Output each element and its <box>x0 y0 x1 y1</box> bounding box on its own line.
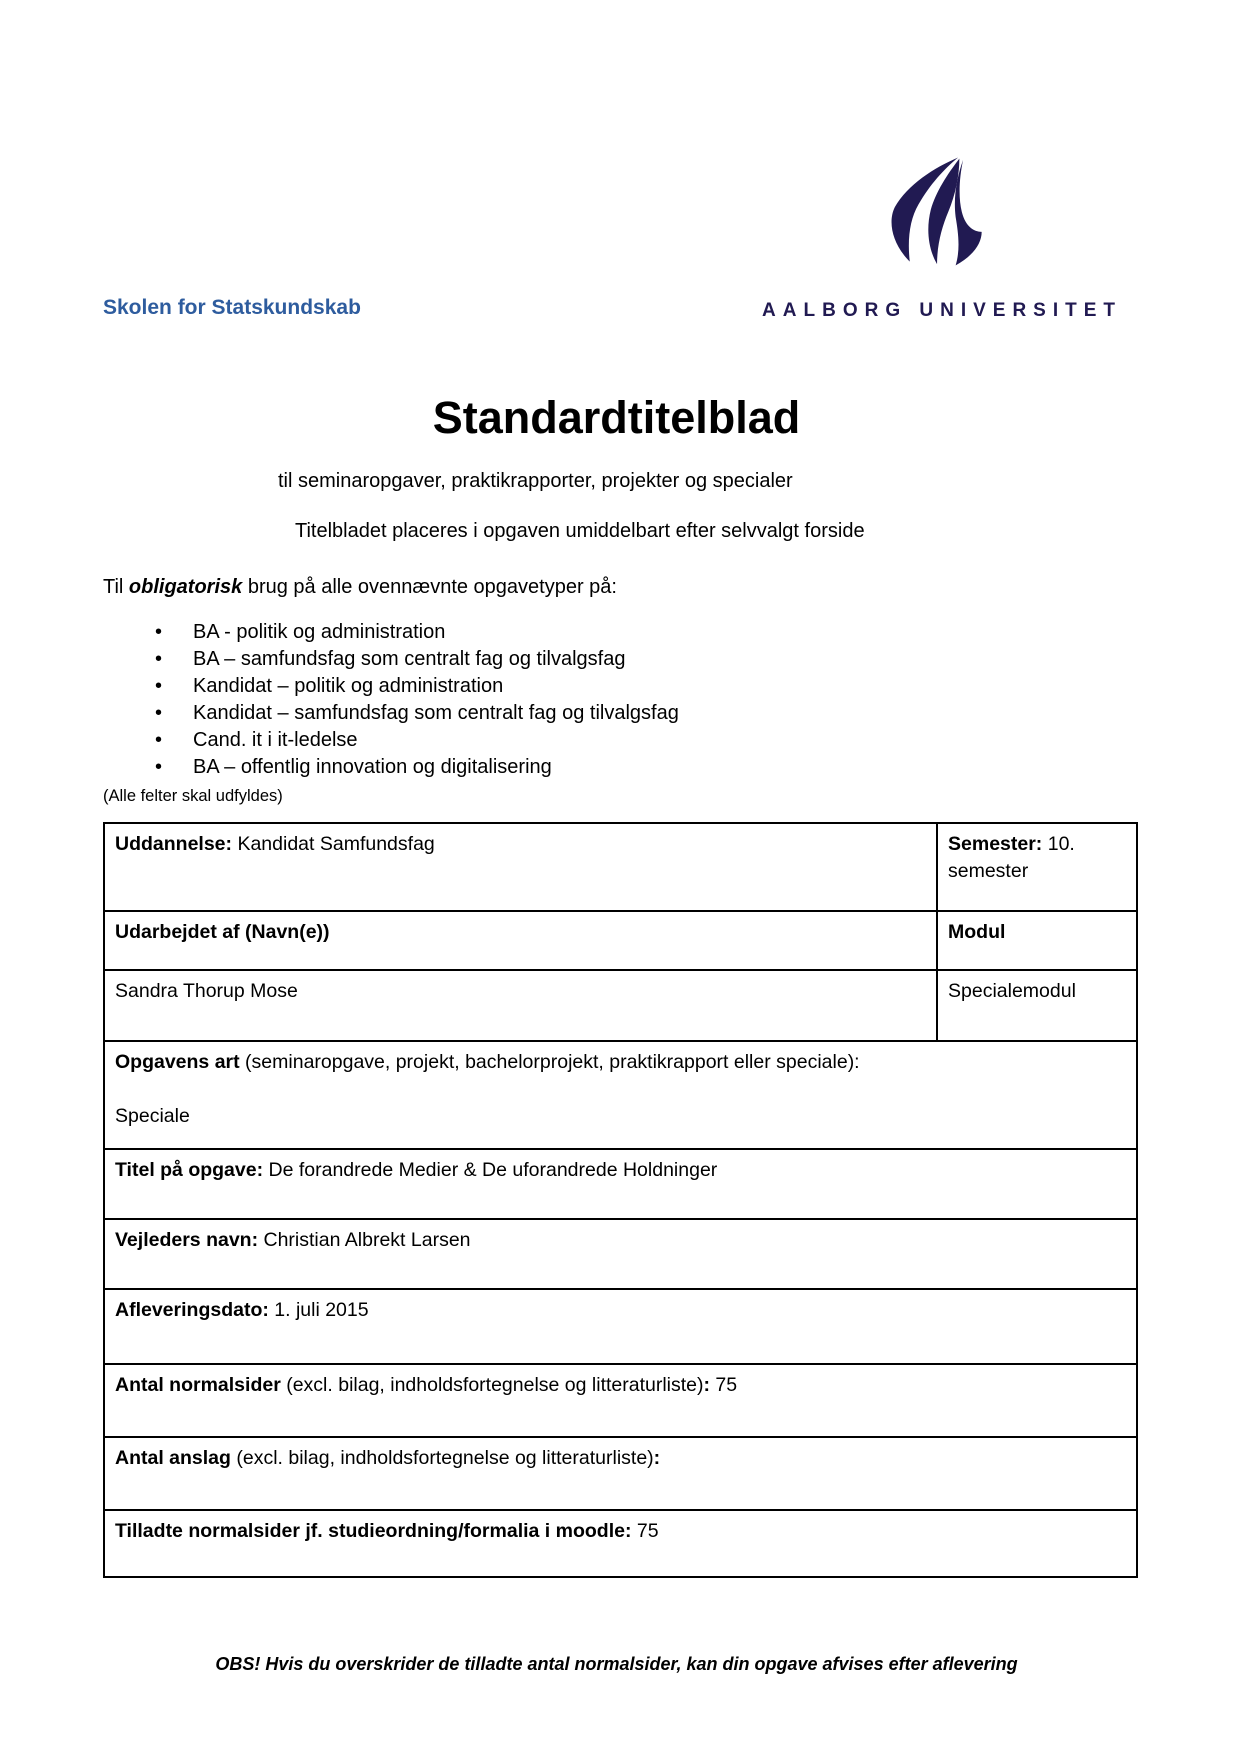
bullet-text: BA – samfundsfag som centralt fag og tilvalgsfag <box>193 647 626 670</box>
cell-titel: Titel på opgave: De forandrede Medier & De uforandrede Holdninger <box>104 1149 1137 1219</box>
cell-semester: Semester: 10. semester <box>937 823 1137 911</box>
subtitle-line-1: til seminaropgaver, praktikrapporter, projekter og specialer <box>278 469 793 492</box>
intro-line <box>103 576 1130 599</box>
cell-udarbejdet-af: Udarbejdet af (Navn(e)) <box>104 911 937 970</box>
bullet-text: Cand. it i it-ledelse <box>193 728 358 751</box>
table-row <box>104 1041 1137 1149</box>
cell-afleveringsdato: Afleveringsdato: 1. juli 2015 <box>104 1289 1137 1364</box>
table-row <box>104 1149 1137 1219</box>
table-row <box>104 1437 1137 1510</box>
page-header <box>103 150 1130 322</box>
cell-modul: Modul <box>937 911 1137 970</box>
school-name: Skolen for Statskundskab <box>103 296 361 319</box>
footer-warning: OBS! Hvis du overskrider de tilladte antal normalsider, kan din opgave afvises efter aflevering <box>215 1653 1018 1674</box>
programme-bullet-list <box>103 619 1130 781</box>
bullet-text: BA – offentlig innovation og digitalisering <box>193 755 552 778</box>
opgavens-art-value: Speciale <box>115 1104 190 1127</box>
title-page-table <box>103 822 1138 1578</box>
bullet-text: BA - politik og administration <box>193 620 446 643</box>
list-item <box>155 754 1130 781</box>
table-row <box>104 823 1137 911</box>
list-item <box>155 700 1130 727</box>
table-row <box>104 911 1137 970</box>
list-item <box>155 619 1130 646</box>
cell-uddannelse: Uddannelse: Kandidat Samfundsfag <box>104 823 937 911</box>
aau-logo-icon <box>867 150 1017 300</box>
cell-modul-value: Specialemodul <box>937 970 1137 1041</box>
university-brand <box>762 150 1122 322</box>
fields-note: (Alle felter skal udfyldes) <box>103 786 283 805</box>
cell-antal-normalsider: Antal normalsider (excl. bilag, indholdsfortegnelse og litteraturliste): 75 <box>104 1364 1137 1437</box>
cell-author: Sandra Thorup Mose <box>104 970 937 1041</box>
table-row <box>104 1289 1137 1364</box>
table-row <box>104 1219 1137 1289</box>
list-item <box>155 646 1130 673</box>
bullet-text: Kandidat – politik og administration <box>193 674 504 697</box>
intro-pre: Til <box>103 575 129 598</box>
intro-emphasis: obligatorisk <box>128 575 243 598</box>
table-row <box>104 1364 1137 1437</box>
table-row <box>104 1510 1137 1577</box>
cell-tilladte-normalsider: Tilladte normalsider jf. studieordning/formalia i moodle: 75 <box>104 1510 1137 1577</box>
university-wordmark: AALBORG UNIVERSITET <box>762 300 1122 321</box>
cell-vejleder: Vejleders navn: Christian Albrekt Larsen <box>104 1219 1137 1289</box>
list-item <box>155 673 1130 700</box>
cell-opgavens-art: Opgavens art (seminaropgave, projekt, bachelorprojekt, praktikrapport eller speciale): Speciale <box>104 1041 1137 1149</box>
subtitle-line-2: Titelbladet placeres i opgaven umiddelbart efter selvvalgt forside <box>295 519 865 542</box>
table-row <box>104 970 1137 1041</box>
list-item <box>155 727 1130 754</box>
intro-post: brug på alle ovennævnte opgavetyper på: <box>242 575 617 598</box>
page-title: Standardtitelblad <box>432 392 801 443</box>
bullet-text: Kandidat – samfundsfag som centralt fag og tilvalgsfag <box>193 701 679 724</box>
cell-antal-anslag: Antal anslag (excl. bilag, indholdsfortegnelse og litteraturliste): <box>104 1437 1137 1510</box>
